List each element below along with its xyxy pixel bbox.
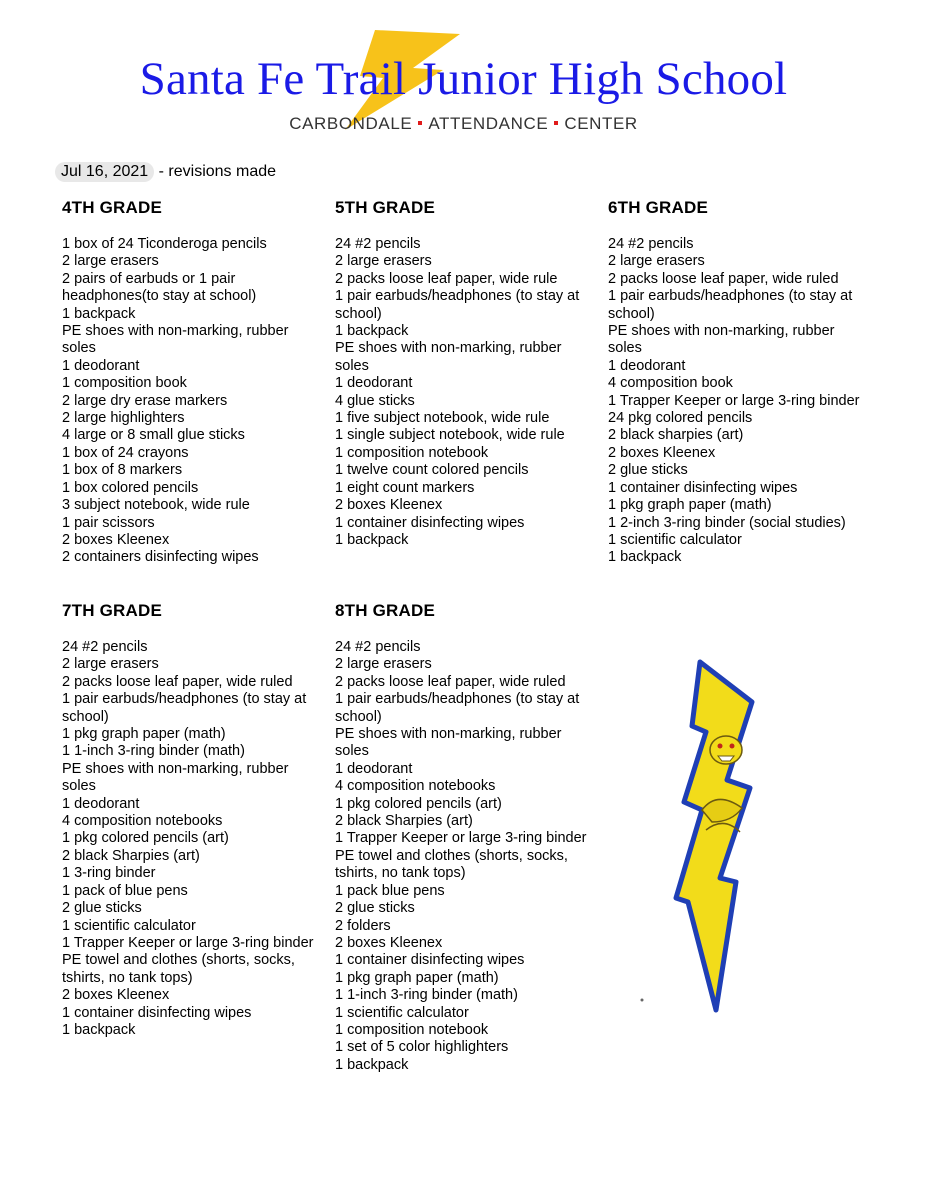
grade-6-column: [608, 198, 870, 567]
grade-4-column: [62, 198, 324, 567]
supply-item: 1 set of 5 color highlighters: [335, 1039, 509, 1056]
supply-item: 24 #2 pencils: [608, 236, 694, 252]
supply-item: 1 single subject notebook, wide rule: [335, 427, 565, 444]
supply-item: 1 3-ring binder: [62, 865, 156, 882]
supply-item: 24 #2 pencils: [335, 639, 421, 655]
grade-heading: 8TH GRADE: [335, 601, 436, 620]
grade-heading: 4TH GRADE: [62, 198, 163, 217]
grade-heading: 7TH GRADE: [62, 601, 163, 620]
supply-item: 1 composition notebook: [335, 1021, 489, 1038]
supply-item: 2 folders: [335, 917, 391, 934]
supply-item: 2 boxes Kleenex: [62, 531, 170, 548]
supply-item: 2 large erasers: [335, 656, 432, 673]
supply-item: 2 containers disinfecting wipes: [62, 549, 259, 566]
grade-8-column: [335, 601, 597, 1074]
supply-item: 2 large dry erase markers: [62, 392, 228, 409]
supply-item: PE shoes with non-marking, rubber soles: [608, 323, 835, 357]
supply-item: 1 pair earbuds/headphones (to stay at school): [62, 691, 307, 725]
supply-item: 1 pair earbuds/headphones (to stay at school): [335, 691, 580, 725]
separator-dot: [554, 121, 558, 125]
supply-item: 1 pkg graph paper (math): [62, 726, 226, 743]
supply-item: 1 1-inch 3-ring binder (math): [335, 987, 518, 1004]
supply-item: 24 #2 pencils: [62, 639, 148, 655]
supply-item: 1 deodorant: [62, 795, 140, 812]
supply-item: 1 deodorant: [335, 375, 413, 392]
supply-list: [62, 639, 324, 1039]
supply-list: [335, 639, 597, 1074]
grade-heading: 6TH GRADE: [608, 198, 709, 217]
supply-item: 4 composition book: [608, 375, 733, 392]
school-subtitle: [0, 114, 927, 134]
supply-list: [62, 236, 324, 567]
supply-item: 1 deodorant: [335, 760, 413, 777]
supply-item: 2 boxes Kleenex: [335, 934, 443, 951]
supply-item: 1 backpack: [335, 531, 409, 548]
supply-item: 1 container disinfecting wipes: [62, 1004, 252, 1021]
revision-text: - revisions made: [154, 163, 277, 180]
supply-item: 1 pair earbuds/headphones (to stay at school): [335, 288, 580, 322]
supply-item: PE shoes with non-marking, rubber soles: [335, 726, 562, 760]
supply-item: 2 packs loose leaf paper, wide rule: [335, 270, 558, 287]
supply-item: 1 scientific calculator: [62, 917, 196, 934]
supply-list: [608, 236, 870, 567]
grade-7-column: [62, 601, 324, 1039]
supply-item: 4 large or 8 small glue sticks: [62, 427, 245, 444]
supply-item: 1 pkg graph paper (math): [608, 497, 772, 514]
subtitle-city: CARBONDALE: [289, 114, 413, 133]
supply-item: 2 glue sticks: [608, 462, 688, 479]
supply-item: 1 pack blue pens: [335, 882, 445, 899]
supply-item: 1 container disinfecting wipes: [335, 514, 525, 531]
supply-item: PE shoes with non-marking, rubber soles: [335, 340, 562, 374]
supply-item: 2 packs loose leaf paper, wide ruled: [62, 673, 293, 690]
supply-item: 2 large erasers: [62, 253, 159, 270]
grade-5-column: [335, 198, 597, 549]
supply-item: 1 scientific calculator: [608, 531, 742, 548]
supply-item: 1 backpack: [335, 323, 409, 340]
grade-heading: 5TH GRADE: [335, 198, 436, 217]
supply-item: 1 deodorant: [62, 357, 140, 374]
supply-item: 24 pkg colored pencils: [608, 410, 753, 427]
supply-item: 1 box of 8 markers: [62, 462, 183, 479]
supply-item: PE shoes with non-marking, rubber soles: [62, 323, 289, 357]
supply-item: 1 five subject notebook, wide rule: [335, 410, 550, 427]
supply-item: 1 backpack: [335, 1056, 409, 1073]
supply-item: 4 composition notebooks: [335, 778, 496, 795]
supply-item: 1 pack of blue pens: [62, 882, 188, 899]
supply-item: 1 pair scissors: [62, 514, 155, 531]
supply-item: 2 black Sharpies (art): [62, 847, 200, 864]
supply-item: 1 Trapper Keeper or large 3-ring binder: [62, 934, 314, 951]
supply-item: 1 container disinfecting wipes: [335, 952, 525, 969]
supply-item: 4 glue sticks: [335, 392, 415, 409]
supply-item: 2 packs loose leaf paper, wide ruled: [335, 673, 566, 690]
supply-item: PE shoes with non-marking, rubber soles: [62, 760, 289, 795]
supply-item: 1 eight count markers: [335, 479, 475, 496]
supply-item: 2 boxes Kleenex: [62, 987, 170, 1004]
supply-item: PE towel and clothes (shorts, socks, tshirts, no tank tops): [335, 847, 568, 882]
supply-item: 2 black Sharpies (art): [335, 813, 473, 830]
supply-item: 2 glue sticks: [62, 900, 142, 917]
subtitle-center: CENTER: [564, 114, 638, 133]
supply-item: 2 black sharpies (art): [608, 427, 744, 444]
supply-item: 2 boxes Kleenex: [608, 444, 716, 461]
supply-item: 2 large erasers: [62, 656, 159, 673]
supply-item: 1 1-inch 3-ring binder (math): [62, 743, 245, 760]
supply-item: 2 large highlighters: [62, 410, 185, 427]
supply-item: PE towel and clothes (shorts, socks, tshirts, no tank tops): [62, 952, 295, 986]
supply-item: 1 twelve count colored pencils: [335, 462, 529, 479]
subtitle-attendance: ATTENDANCE: [428, 114, 549, 133]
revision-date-chip[interactable]: Jul 16, 2021: [55, 162, 154, 182]
supply-item: 2 boxes Kleenex: [335, 497, 443, 514]
revision-note: [55, 163, 276, 181]
supply-item: 1 scientific calculator: [335, 1004, 469, 1021]
supply-item: 1 backpack: [62, 305, 136, 322]
supply-item: 2 large erasers: [335, 253, 432, 270]
lightning-bolt-mascot-icon: [632, 640, 782, 1020]
supply-item: 2 glue sticks: [335, 900, 415, 917]
supply-item: 1 composition notebook: [335, 444, 489, 461]
supply-item: 24 #2 pencils: [335, 236, 421, 252]
supply-item: 1 pkg colored pencils (art): [62, 830, 229, 847]
separator-dot: [418, 121, 422, 125]
page-header: [0, 0, 927, 150]
supply-item: 1 box of 24 crayons: [62, 444, 189, 461]
supply-item: 1 pkg colored pencils (art): [335, 795, 502, 812]
supply-list: [335, 236, 597, 549]
supply-item: 1 Trapper Keeper or large 3-ring binder: [608, 392, 860, 409]
supply-item: 2 packs loose leaf paper, wide ruled: [608, 270, 839, 287]
supply-item: 1 composition book: [62, 375, 187, 392]
supply-item: 1 backpack: [62, 1021, 136, 1038]
supply-item: 1 pkg graph paper (math): [335, 969, 499, 986]
supply-item: 2 pairs of earbuds or 1 pair headphones(to stay at school): [62, 270, 257, 305]
supply-item: 3 subject notebook, wide rule: [62, 497, 250, 514]
supply-item: 4 composition notebooks: [62, 813, 223, 830]
supply-item: 2 large erasers: [608, 253, 705, 270]
supply-item: 1 box of 24 Ticonderoga pencils: [62, 236, 267, 252]
supply-item: 1 box colored pencils: [62, 479, 199, 496]
supply-item: 1 Trapper Keeper or large 3-ring binder: [335, 830, 587, 847]
school-name: Santa Fe Trail Junior High School: [139, 53, 788, 105]
supply-item: 1 container disinfecting wipes: [608, 479, 798, 496]
supply-item: 1 backpack: [608, 549, 682, 566]
supply-item: 1 2-inch 3-ring binder (social studies): [608, 514, 846, 531]
supply-item: 1 deodorant: [608, 357, 686, 374]
supply-item: 1 pair earbuds/headphones (to stay at school): [608, 288, 853, 322]
